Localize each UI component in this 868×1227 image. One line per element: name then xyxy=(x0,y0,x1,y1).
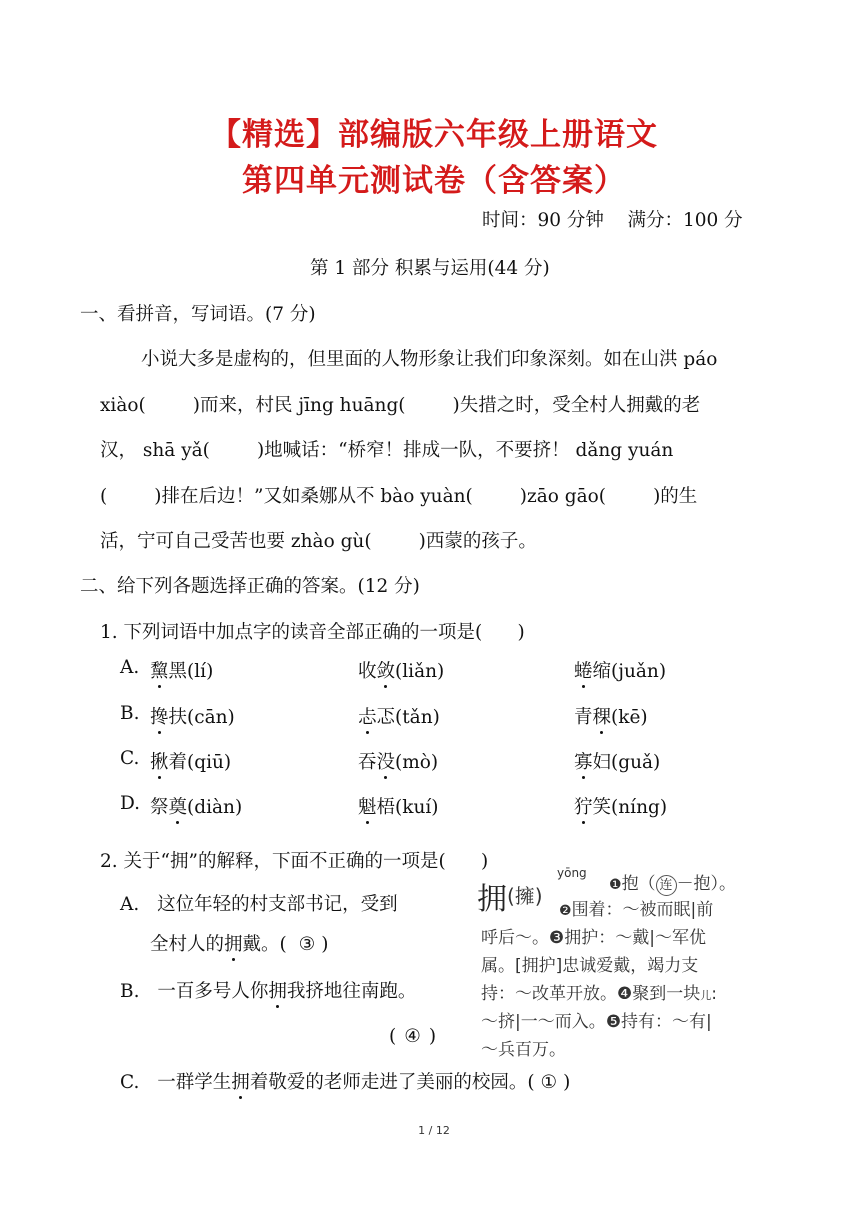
option-label: B. xyxy=(120,703,140,724)
word-2: 忐忑(tǎn) xyxy=(358,707,440,728)
q1-line-5: 活，宁可自己受苦也要 zhào gù( )西蒙的孩子。 xyxy=(100,531,537,552)
word-3: 青稞(kē) xyxy=(574,707,648,728)
option-row-d xyxy=(120,793,668,818)
dictionary-line-7: ～兵百万。 xyxy=(481,1040,566,1060)
q2-sub2-stem: 2. 关于“拥”的解释，下面不正确的一项是( ) xyxy=(100,851,489,872)
word-2: 收敛(liǎn) xyxy=(358,661,445,682)
word-1: 揪着(qiū) xyxy=(150,752,232,773)
sub2-option-a-line2: 全村人的拥戴。( ③ ) xyxy=(150,934,329,955)
dictionary-line-5: 持：～改革开放。❹聚到一块儿: xyxy=(481,984,717,1004)
dictionary-pinyin: yōng xyxy=(557,866,587,880)
exam-info: 时间：90 分钟 满分：100 分 xyxy=(482,210,743,231)
part1-heading: 第 1 部分 积累与运用(44 分) xyxy=(310,258,550,279)
title-line-2: 第四单元测试卷（含答案） xyxy=(242,163,626,199)
dictionary-line-6: ～挤|一～而入。❺持有：～有| xyxy=(481,1012,712,1032)
q1-line-3: 汉， shā yǎ( )地喊话：“桥窄！排成一队，不要挤！ dǎng yuán xyxy=(100,440,674,461)
sub2-option-a xyxy=(120,890,398,916)
dictionary-line-2: ❷围着：～被而眠|前 xyxy=(559,900,714,920)
q1-line-4: ( )排在后边！”又如桑娜从不 bào yuàn( )zāo gāo( )的生 xyxy=(100,486,698,507)
word-1: 搀扶(cān) xyxy=(150,707,235,728)
option-label: B. xyxy=(120,981,140,1002)
word-1: 祭奠(diàn) xyxy=(150,797,243,818)
option-label: C. xyxy=(120,748,140,769)
word-2: 吞没(mò) xyxy=(358,752,439,773)
option-label: D. xyxy=(120,793,141,814)
dictionary-variant: (擁) xyxy=(507,884,543,908)
dictionary-char: 拥 xyxy=(477,882,507,917)
option-a-text: 这位年轻的村支部书记，受到 xyxy=(157,894,398,915)
q1-line-1: 小说大多是虚构的，但里面的人物形象让我们印象深刻。如在山洪 páo xyxy=(141,349,718,370)
option-row-b xyxy=(120,703,648,728)
option-label: A. xyxy=(120,894,140,915)
word-3: 狞笑(níng) xyxy=(574,797,668,818)
answer-c: ① xyxy=(540,1072,558,1093)
option-row-a xyxy=(120,657,667,682)
q2-heading: 二、给下列各题选择正确的答案。(12 分) xyxy=(80,576,420,597)
word-2: 魁梧(kuí) xyxy=(358,797,439,818)
sub2-option-c: C. 一群学生拥着敬爱的老师走进了美丽的校园。( ① ) xyxy=(120,1072,571,1093)
option-label: A. xyxy=(120,657,140,678)
q1-heading: 一、看拼音，写词语。(7 分) xyxy=(80,304,316,325)
word-1: 黧黑(lí) xyxy=(150,661,214,682)
option-row-c xyxy=(120,748,661,773)
answer-a: ③ xyxy=(298,934,316,955)
option-label: C. xyxy=(120,1072,140,1093)
q1-line-2: xiào( )而来，村民 jīng huāng( )失措之时，受全村人拥戴的老 xyxy=(100,395,701,416)
word-3: 寡妇(guǎ) xyxy=(574,752,661,773)
title-line-1: 【精选】部编版六年级上册语文 xyxy=(210,117,658,153)
dictionary-entry xyxy=(477,868,767,1058)
word-3: 蜷缩(juǎn) xyxy=(574,661,667,682)
answer-b: ④ xyxy=(404,1026,421,1047)
sub2-option-b-answer: ( ④ ) xyxy=(389,1026,437,1047)
page-number: 1 / 12 xyxy=(418,1124,450,1137)
dictionary-line-1: ❶抱（ 连 －抱）。 xyxy=(609,874,737,894)
q2-sub1-stem: 1. 下列词语中加点字的读音全部正确的一项是( ) xyxy=(100,622,525,643)
sub2-option-b: B. 一百多号人你拥我挤地往南跑。 xyxy=(120,981,417,1002)
dictionary-line-3: 呼后～。❸拥护：～戴|～军优 xyxy=(481,928,706,948)
dictionary-line-4: 属。[拥护]忠诚爱戴，竭力支 xyxy=(481,956,699,976)
